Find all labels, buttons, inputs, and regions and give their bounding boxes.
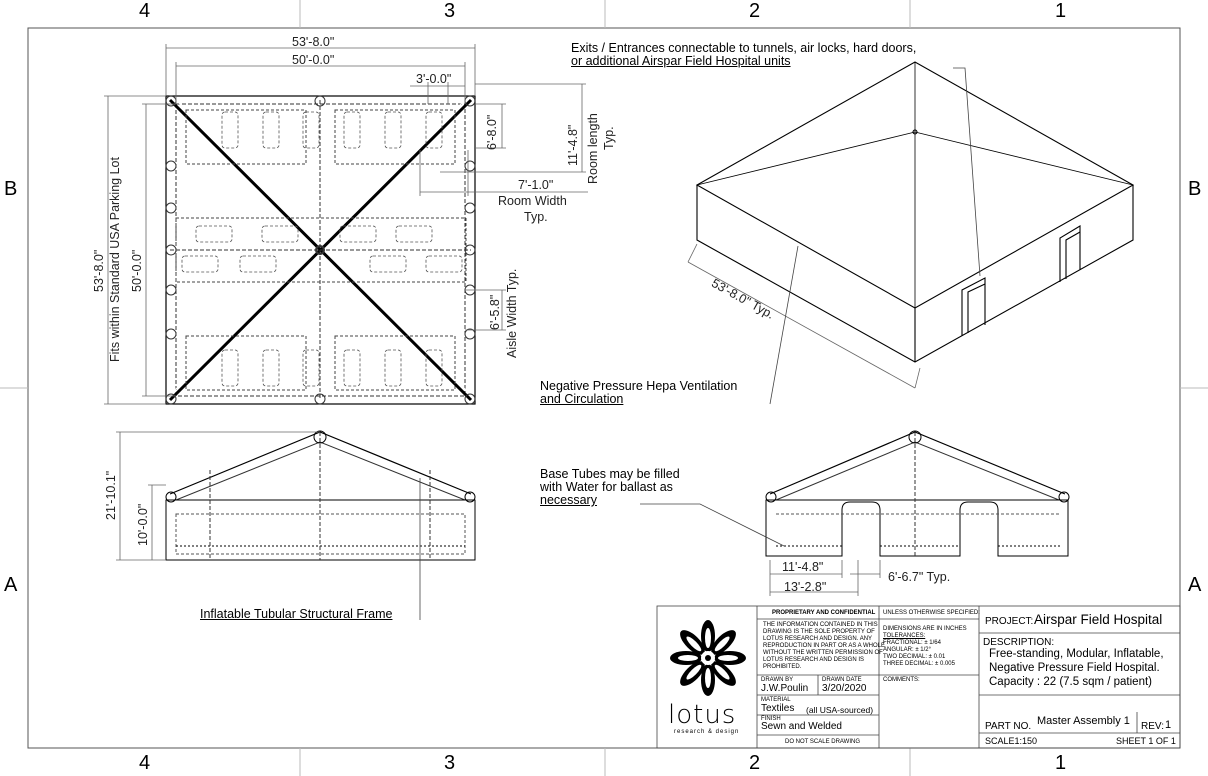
note-hepa-line1: Negative Pressure Hepa Ventilation — [540, 379, 738, 393]
zone-bottom-4: 4 — [139, 752, 151, 774]
room-width-typ: Typ. — [524, 210, 548, 224]
room-length-typ: Typ. — [602, 126, 616, 150]
rev-label: REV: — [1141, 721, 1164, 732]
dim-side-a: 11'-4.8" — [782, 560, 824, 574]
scale-value: SCALE1:150 — [985, 736, 1038, 746]
part-no-label: PART NO. — [985, 721, 1032, 732]
note-exits-line1: Exits / Entrances connectable to tunnels, air locks, hard doors, — [571, 41, 917, 55]
description-line-1: Free-standing, Modular, Inflatable, — [989, 648, 1164, 660]
dim-iso-length: 53'-8.0" Typ. — [709, 276, 777, 322]
parking-lot-note: Fits within Standard USA Parking Lot — [108, 157, 122, 362]
note-base-line2: with Water for ballast as — [540, 480, 673, 494]
zone-bottom-3: 3 — [444, 752, 456, 774]
description-line-2: Negative Pressure Field Hospital. — [989, 662, 1160, 674]
unless-specified: UNLESS OTHERWISE SPECIFIED: — [883, 610, 980, 616]
zone-right-b: B — [1188, 178, 1202, 200]
isometric-view — [688, 62, 1133, 404]
project-name: Airspar Field Hospital — [1034, 612, 1163, 627]
prop-line-2: DRAWING IS THE SOLE PROPERTY OF — [763, 629, 875, 635]
dim-side-c: 6'-6.7" Typ. — [888, 570, 951, 584]
dim-aisle: 6'-5.8" — [488, 294, 502, 330]
note-frame: Inflatable Tubular Structural Frame — [200, 607, 393, 621]
logo-text: lotus — [668, 700, 737, 730]
tol-line-6: THREE DECIMAL: ± 0.005 — [883, 661, 955, 667]
dim-inner-width: 50'-0.0" — [292, 53, 335, 67]
drawn-by-value: J.W.Poulin — [761, 683, 809, 694]
tol-line-2: TOLERANCES: — [883, 633, 926, 639]
prop-line-3: LOTUS RESEARCH AND DESIGN. ANY — [763, 636, 873, 642]
sheet-value: SHEET 1 OF 1 — [1116, 736, 1176, 746]
prop-line-5: WITHOUT THE WRITTEN PERMISSION OF — [763, 650, 883, 656]
dim-side-overall: 53'-8.0" — [92, 249, 106, 292]
dim-room-width: 7'-1.0" — [518, 178, 554, 192]
material-label: MATERIAL — [761, 697, 791, 703]
dim-height-total: 21'-10.1" — [104, 470, 118, 520]
zone-top-4: 4 — [139, 0, 151, 22]
comments-label: COMMENTS: — [883, 677, 920, 683]
lotus-logo-icon — [670, 620, 746, 696]
tol-line-4: ANGULAR: ± 1/2° — [883, 647, 932, 653]
dim-room-length: 11'-4.8" — [566, 124, 580, 166]
dim-height-wall: 10'-0.0" — [136, 503, 150, 546]
drawn-by-label: DRAWN BY — [761, 677, 794, 683]
dim-room-depth: 6'-8.0" — [485, 114, 499, 150]
prop-line-1: THE INFORMATION CONTAINED IN THIS — [763, 622, 878, 628]
proprietary-title: PROPRIETARY AND CONFIDENTIAL — [772, 610, 876, 616]
tol-line-3: FRACTIONAL: ± 1/64 — [883, 640, 941, 646]
prop-line-4: REPRODUCTION IN PART OR AS A WHOLE — [763, 643, 886, 649]
note-hepa-line2: and Circulation — [540, 392, 624, 406]
zone-top-1: 1 — [1055, 0, 1067, 22]
room-length-label: Room length — [586, 113, 600, 184]
aisle-label: Aisle Width Typ. — [505, 268, 519, 358]
project-label: PROJECT: — [985, 616, 1034, 627]
front-elevation — [116, 431, 475, 620]
description-line-3: Capacity : 22 (7.5 sqm / patient) — [989, 676, 1152, 688]
zone-bottom-2: 2 — [749, 752, 761, 774]
tol-line-1: DIMENSIONS ARE IN INCHES — [883, 626, 967, 632]
note-exits-line2: or additional Airspar Field Hospital units — [571, 54, 791, 68]
note-base-line3: necessary — [540, 493, 597, 507]
rev-value: 1 — [1165, 719, 1172, 731]
description-label: DESCRIPTION: — [983, 637, 1055, 648]
material-note: (all USA-sourced) — [806, 705, 874, 715]
prop-line-7: PROHIBITED. — [763, 664, 802, 670]
part-no-value: Master Assembly 1 — [1037, 715, 1130, 727]
prop-line-6: LOTUS RESEARCH AND DESIGN IS — [763, 657, 865, 663]
zone-top-2: 2 — [749, 0, 761, 22]
zone-left-a: A — [4, 574, 18, 596]
finish-label: FINISH — [761, 716, 781, 722]
material-value: Textiles — [761, 703, 795, 714]
dim-side-b: 13'-2.8" — [784, 580, 827, 594]
tol-line-5: TWO DECIMAL: ± 0.01 — [883, 654, 946, 660]
dim-gap: 3'-0.0" — [416, 72, 452, 86]
drawn-date-label: DRAWN DATE — [822, 677, 862, 683]
finish-value: Sewn and Welded — [761, 721, 842, 732]
drawn-date-value: 3/20/2020 — [822, 683, 867, 694]
dim-overall-width: 53'-8.0" — [292, 35, 335, 49]
zone-left-b: B — [4, 178, 18, 200]
note-base-line1: Base Tubes may be filled — [540, 467, 680, 481]
zone-bottom-1: 1 — [1055, 752, 1067, 774]
room-width-label: Room Width — [498, 194, 567, 208]
zone-right-a: A — [1188, 574, 1202, 596]
dim-side-inner: 50'-0.0" — [130, 249, 144, 292]
zone-top-3: 3 — [444, 0, 456, 22]
side-elevation — [640, 431, 1069, 596]
do-not-scale: DO NOT SCALE DRAWING — [785, 739, 861, 745]
logo-subtitle: research & design — [674, 729, 740, 735]
